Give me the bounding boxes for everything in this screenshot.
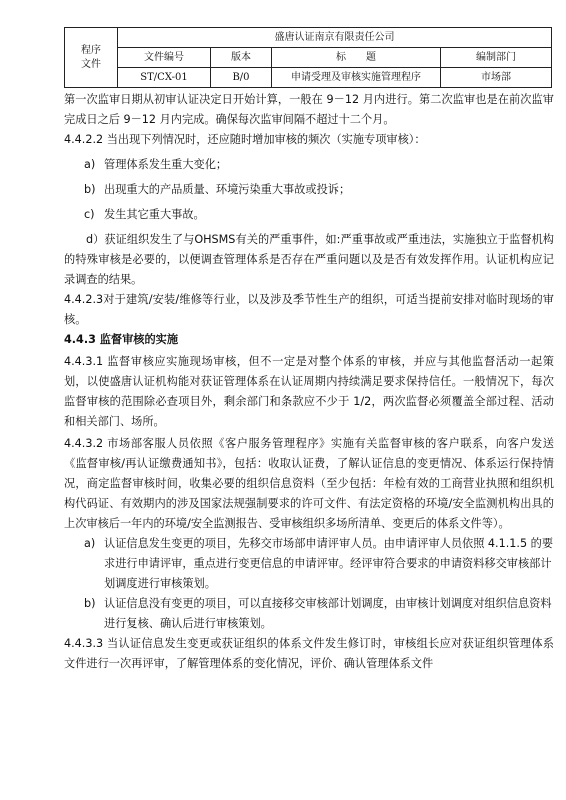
- list-marker: b): [84, 597, 96, 610]
- list-item-text: 管理体系发生重大变化；: [104, 158, 228, 171]
- header-version: B/0: [211, 68, 272, 88]
- list-item-a-2: [64, 534, 554, 594]
- header-file-no: ST/CX-01: [118, 68, 211, 88]
- paragraph-4-4-2-2: 4.4.2.2 当出现下列情况时，还应随时增加审核的频次（实施专项审核）：: [64, 133, 426, 146]
- section-heading-4-4-3: 4.4.3 监督审核的实施: [64, 333, 179, 346]
- paragraph-4-4-2-3: 4.4.2.3对于建筑/安装/维修等行业，以及涉及季节性生产的组织，可适当提前安排对临时现场的审核。: [64, 293, 554, 326]
- list-marker: b): [84, 183, 96, 196]
- header-title: 申请受理及审核实施管理程序: [272, 68, 441, 88]
- paragraph-interval: 第一次监审日期从初审认证决定日开始计算，一般在 9－12 月内进行。第二次监审也是在前次监审完成日之后 9－12 月内完成。确保每次监审间隔不超过十二个月。: [64, 93, 554, 126]
- paragraph-4-4-3-2: 4.4.3.2 市场部客服人员依照《客户服务管理程序》实施有关监督审核的客户联系，向客户发送《监督审核/再认证缴费通知书》，包括：收取认证费，了解认证信息的变更情况、体系运行保持情况，商定监督审核时间，收集必要的组织信息资料（至少包括：年检有效的工商营业执照和组织机构代码证、有效期内的涉及国家法规强制要求的许可文件、有法定资格的环境/安全监测机构出具的上次审核后一年内的环境/安全监测报告、受审核组织多场所清单、变更后的体系文件等）。: [64, 437, 554, 530]
- list-item-text: 认证信息没有变更的项目，可以直接移交审核部计划调度，由审核计划调度对组织信息资料进行复核、确认后进行审核策划。: [104, 597, 552, 630]
- header-col-title: 标 题: [272, 48, 441, 68]
- list-marker: a): [84, 537, 96, 550]
- list-marker: a): [84, 158, 96, 171]
- header-col-version: 版本: [211, 48, 272, 68]
- header-doc-type-label: 程序 文件: [81, 44, 101, 70]
- list-item-a: [64, 155, 554, 175]
- list-marker: c): [84, 208, 95, 221]
- list-item-c: [64, 205, 554, 225]
- paragraph-4-4-3-1: 4.4.3.1 监督审核应实施现场审核，但不一定是对整个体系的审核，并应与其他监督活动一起策划，以使盛唐认证机构能对获证管理体系在认证周期内持续满足要求保持信任。一般情况下，每次监督审核的范围除必查项目外，剩余部门和条款应不少于 1/2，两次监督必须覆盖全部过程、活动和相关部门、场所。: [64, 355, 554, 428]
- list-item-text: 发生其它重大事故。: [104, 208, 205, 221]
- document-body: [64, 90, 554, 674]
- list-item-text: 认证信息发生变更的项目，先移交市场部申请评审人员。由申请评审人员依照 4.1.1.5 的要求进行申请评审，重点进行变更信息的申请评审。经评审符合要求的申请资料移交审核部计划调度进行审核策划。: [104, 537, 554, 590]
- document-header-table: [64, 27, 552, 88]
- paragraph-item-d: d）获证组织发生了与OHSMS有关的严重事件，如:严重事故或严重违法，实施独立于监督机构的特殊审核是必要的，以便调查管理体系是否存在严重问题以及是否有效发挥作用。认证机构应记录调查的结果。: [64, 233, 554, 286]
- header-company: 盛唐认证南京有限责任公司: [118, 28, 552, 48]
- header-dept: 市场部: [441, 68, 552, 88]
- header-col-dept: 编制部门: [441, 48, 552, 68]
- list-item-text: 出现重大的产品质量、环境污染重大事故或投诉；: [104, 183, 351, 196]
- paragraph-4-4-3-3: 4.4.3.3 当认证信息发生变更或获证组织的体系文件发生修订时，审核组长应对获证组织管理体系文件进行一次再评审，了解管理体系的变化情况，评价、确认管理体系文件: [64, 637, 554, 670]
- header-doc-type: [65, 28, 118, 88]
- header-col-file-no: 文件编号: [118, 48, 211, 68]
- list-item-b-2: [64, 594, 554, 634]
- list-item-b: [64, 180, 554, 200]
